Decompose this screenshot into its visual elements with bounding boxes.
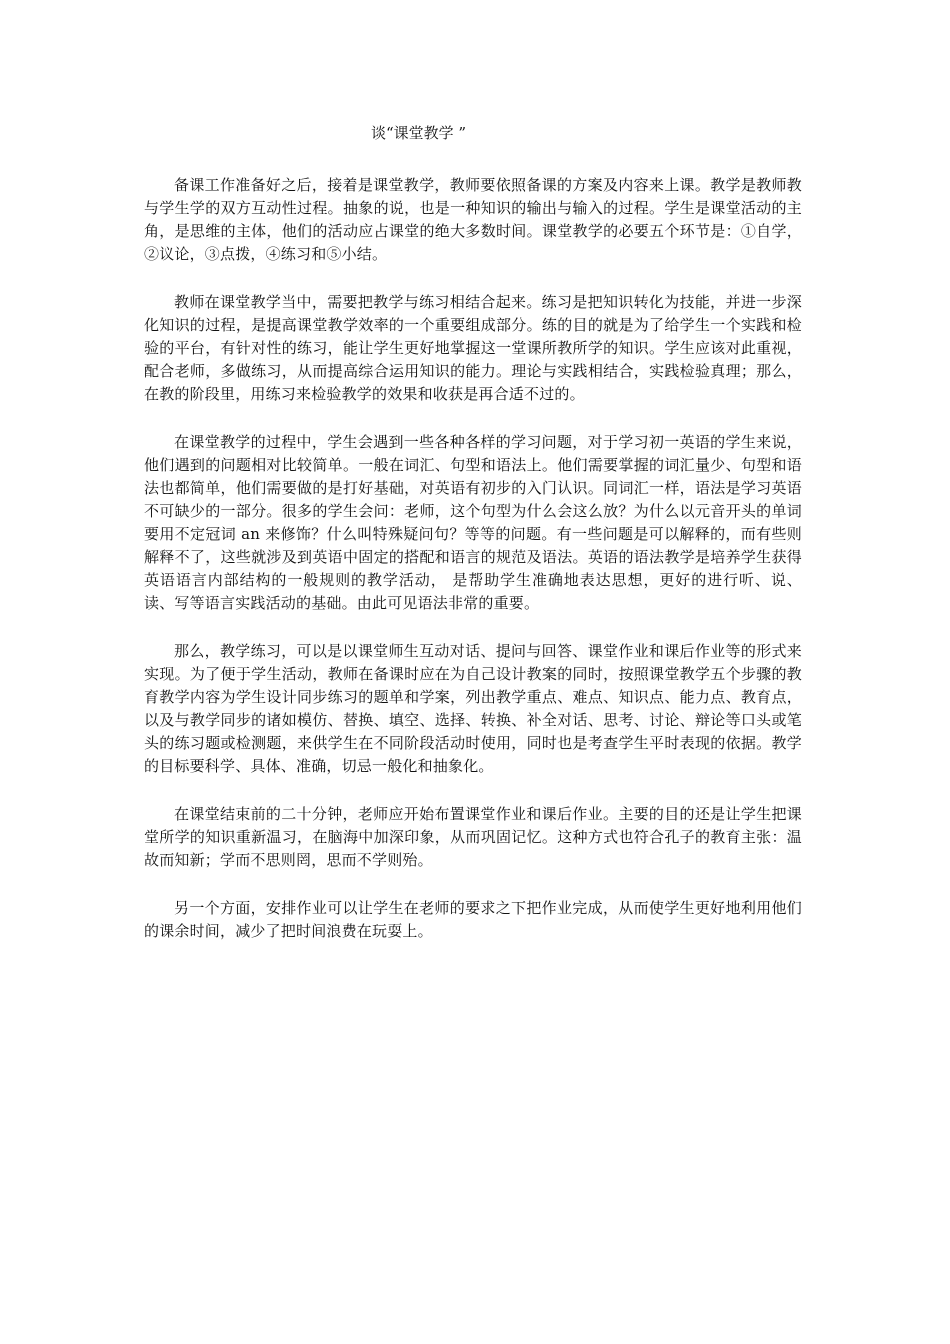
document-body [144, 122, 802, 943]
paragraph-6: 另一个方面，安排作业可以让学生在老师的要求之下把作业完成，从而使学生更好地利用他们的课余时间，减少了把时间浪费在玩耍上。 [144, 899, 802, 940]
paragraph-1: 备课工作准备好之后，接着是课堂教学，教师要依照备课的方案及内容来上课。教学是教师教与学生学的双方互动性过程。抽象的说，也是一种知识的输出与输入的过程。学生是课堂活动的主角，是思维的主体，他们的活动应占课堂的绝大多数时间。课堂教学的必要五个环节是：①自学，②议论，③点拨，④练习和⑤小结。 [144, 176, 802, 263]
document-title: 谈“课堂教学 ” [371, 124, 467, 142]
paragraph-3: 在课堂教学的过程中，学生会遇到一些各种各样的学习问题，对于学习初一英语的学生来说，他们遇到的问题相对比较简单。一般在词汇、句型和语法上。他们需要掌握的词汇量少、句型和语法也都简单，他们需要做的是打好基础，对英语有初步的入门认识。同词汇一样，语法是学习英语不可缺少的一部分。很多的学生会问：老师，这个句型为什么会这么放？为什么以元音开头的单词要用不定冠词 an 来修饰？什么叫特殊疑问句？等等的问题。有一些问题是可以解释的，而有些则解释不了，这些就涉及到英语中固定的搭配和语言的规范及语法。英语的语法教学是培养学生获得英语语言内部结构的一般规则的教学活动， 是帮助学生准确地表达思想，更好的进行听、说、读、写等语言实践活动的基础。由此可见语法非常的重要。 [144, 433, 802, 612]
paragraph-5: 在课堂结束前的二十分钟，老师应开始布置课堂作业和课后作业。主要的目的还是让学生把课堂所学的知识重新温习，在脑海中加深印象，从而巩固记忆。这种方式也符合孔子的教育主张：温故而知新；学而不思则罔，思而不学则殆。 [144, 805, 802, 869]
paragraph-4: 那么，教学练习，可以是以课堂师生互动对话、提问与回答、课堂作业和课后作业等的形式来实现。为了便于学生活动，教师在备课时应在为自己设计教案的同时，按照课堂教学五个步骤的教育教学内容为学生设计同步练习的题单和学案，列出教学重点、难点、知识点、能力点、教育点，以及与教学同步的诸如模仿、替换、填空、选择、转换、补全对话、思考、讨论、辩论等口头或笔头的练习题或检测题，来供学生在不同阶段活动时使用，同时也是考查学生平时表现的依据。教学的目标要科学、具体、准确，切忌一般化和抽象化。 [144, 642, 802, 775]
paragraph-2: 教师在课堂教学当中，需要把教学与练习相结合起来。练习是把知识转化为技能，并进一步深化知识的过程，是提高课堂教学效率的一个重要组成部分。练的目的就是为了给学生一个实践和检验的平台，有针对性的练习，能让学生更好地掌握这一堂课所教所学的知识。学生应该对此重视，配合老师，多做练习，从而提高综合运用知识的能力。理论与实践相结合，实践检验真理；那么，在教的阶段里，用练习来检验教学的效果和收获是再合适不过的。 [144, 293, 802, 403]
